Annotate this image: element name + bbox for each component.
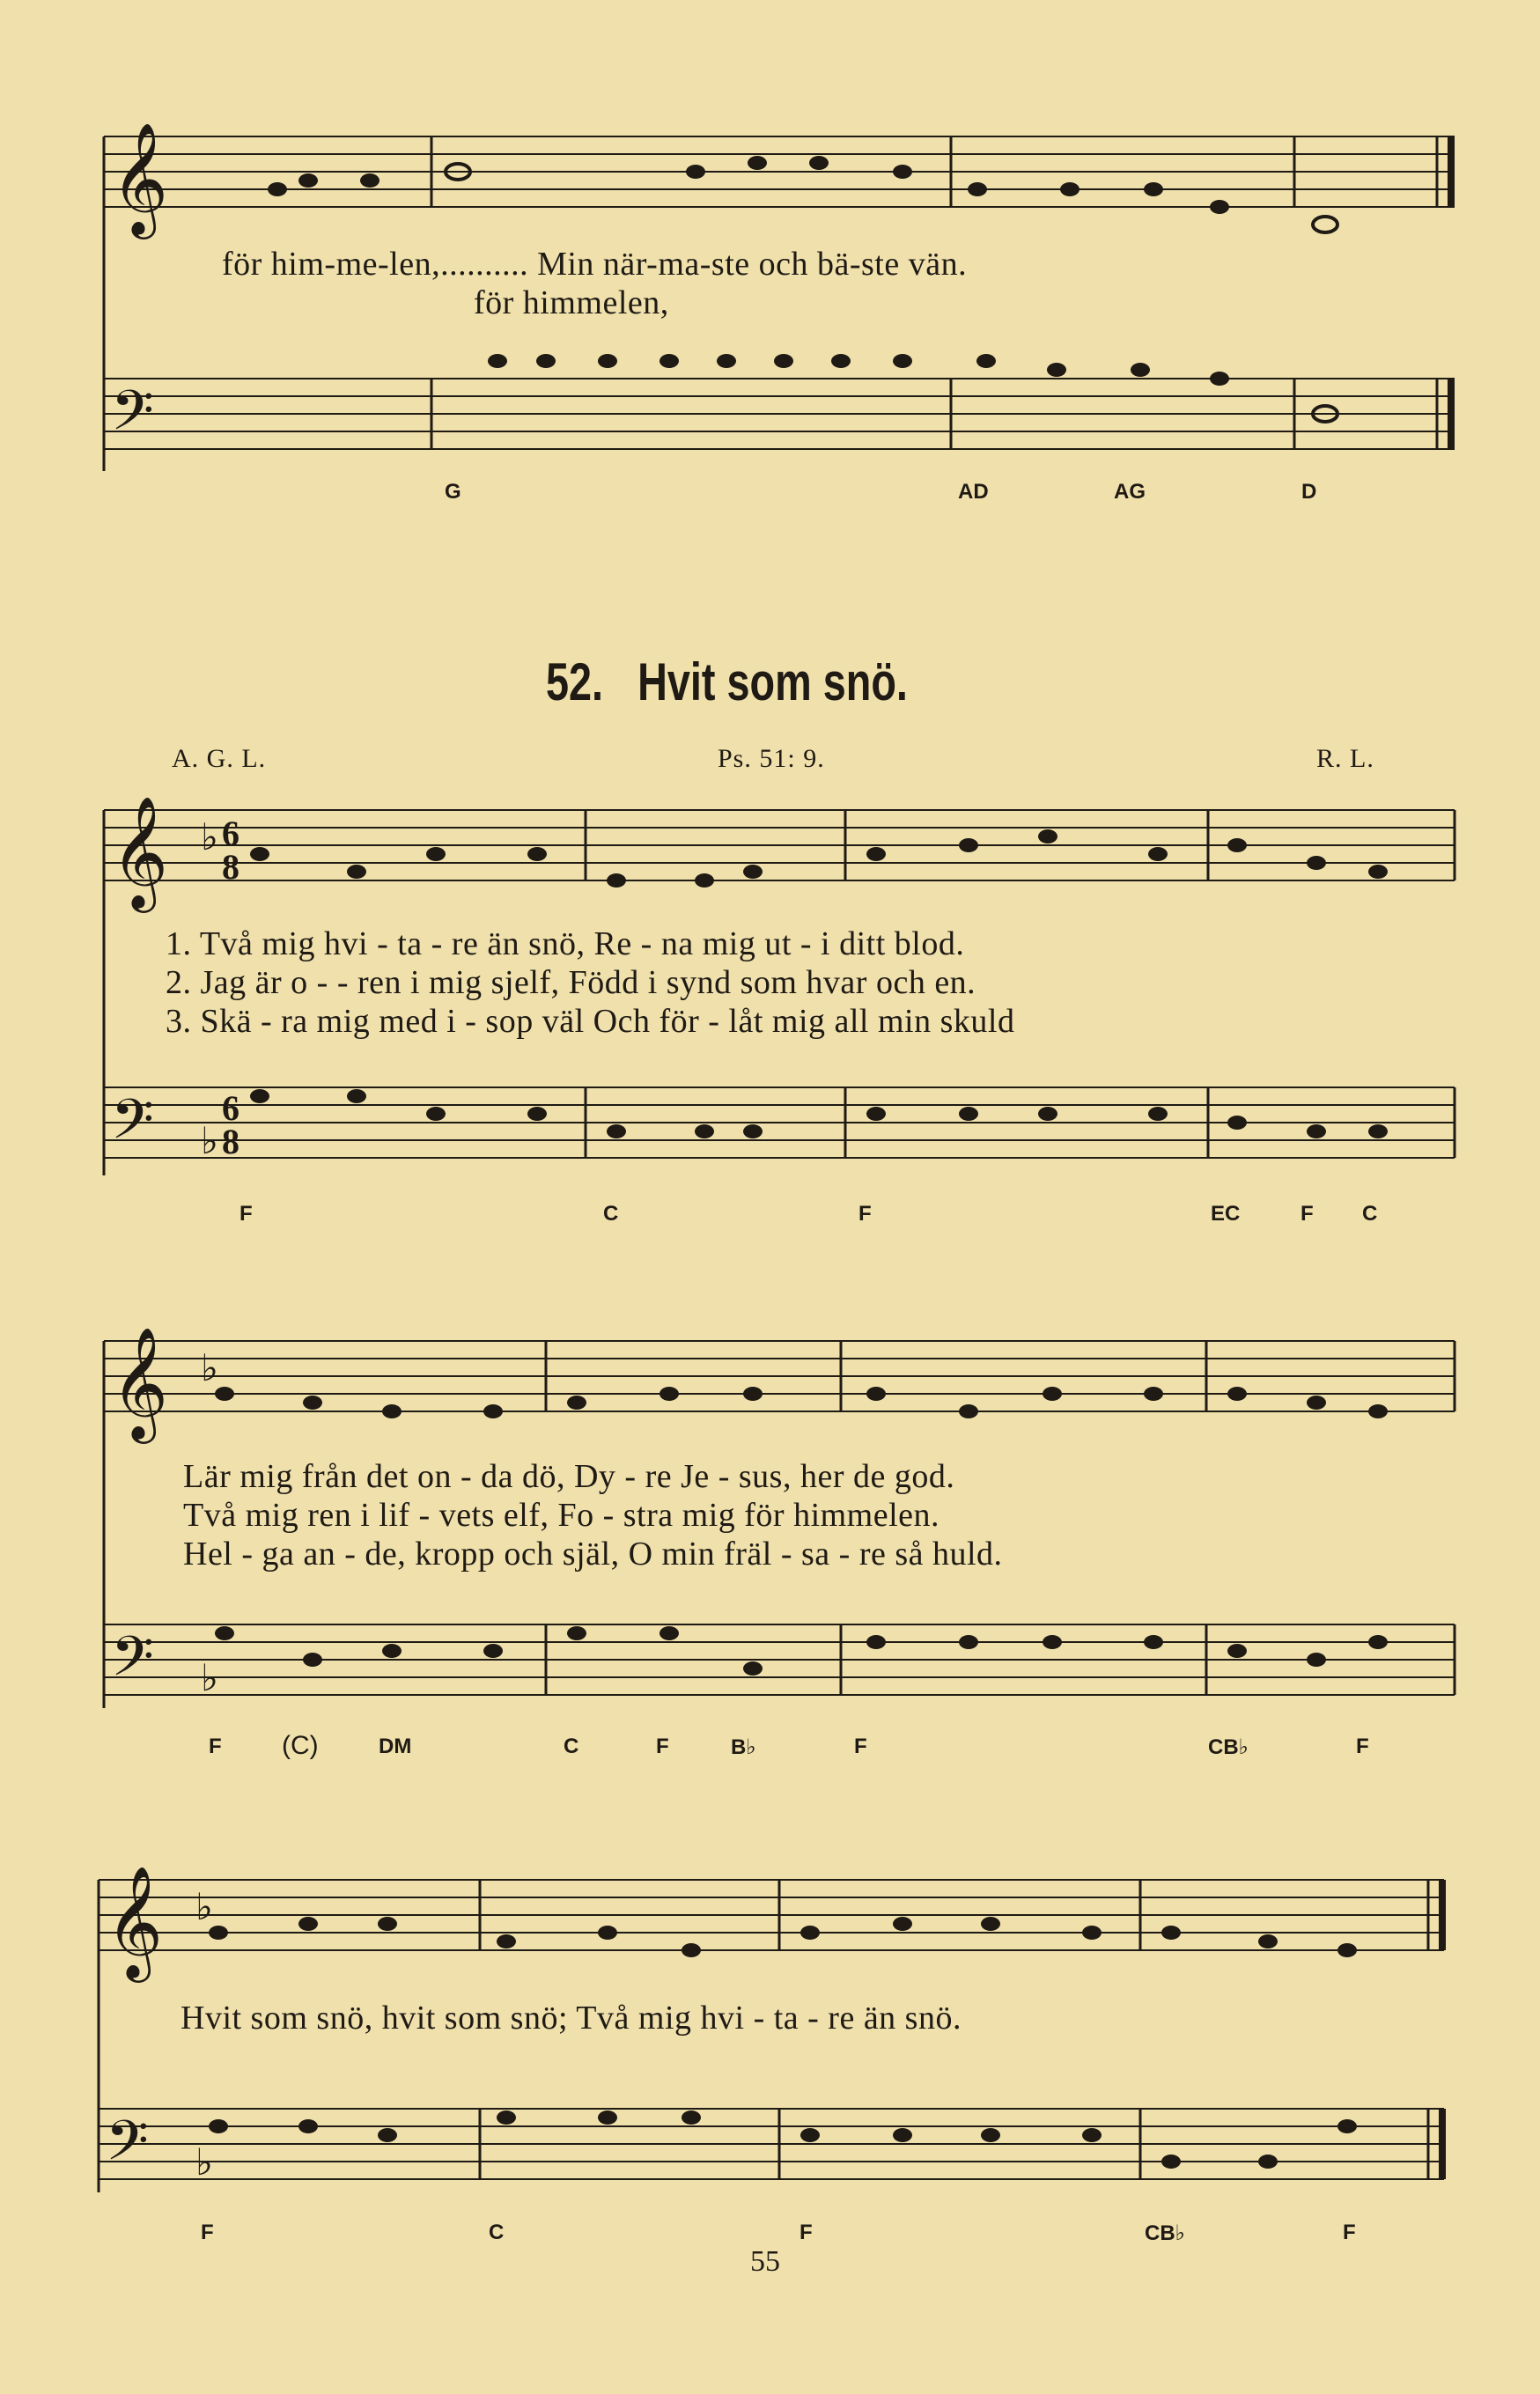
treble-clef-icon: 𝄞 <box>111 799 169 906</box>
system-2-chord: F <box>209 1735 222 1758</box>
system-1-verse-1: 1. Två mig hvi - ta - re än snö, Re - na mig ut - i ditt blod. <box>166 925 965 962</box>
time-signature-icon: 8 <box>222 847 239 887</box>
system-2-chord: C <box>564 1735 579 1758</box>
system-2-verse-2: Två mig ren i lif - vets elf, Fo - stra mig för himmelen. <box>183 1497 940 1534</box>
bass-clef-icon: 𝄢 <box>111 1627 154 1701</box>
system-3-chord: F <box>799 2221 813 2244</box>
time-signature-icon: 6 <box>222 814 239 853</box>
top-lyric-line2: för himmelen, <box>474 284 669 321</box>
flat-icon: ♭ <box>201 1349 218 1389</box>
top-lyric-line1: för him-me-len,.......... Min när-ma-ste och bä-ste vän. <box>222 246 968 283</box>
system-3-notes <box>209 1917 1357 2169</box>
system-2-verse-1: Lär mig från det on - da dö, Dy - re Je - sus, her de god. <box>183 1458 955 1495</box>
time-signature-icon: 8 <box>222 1122 239 1161</box>
system-3-verse-1: Hvit som snö, hvit som snö; Två mig hvi - ta - re än snö. <box>181 2000 962 2037</box>
system-1-chord: C <box>603 1202 619 1226</box>
system-1-verse-3: 3. Skä - ra mig med i - sop väl Och för - låt mig all min skuld <box>166 1003 1015 1040</box>
system-2-chord: F <box>854 1735 867 1758</box>
system-1-chord: EC <box>1211 1202 1241 1226</box>
flat-icon: ♭ <box>201 1659 218 1699</box>
system-3-chord: C <box>489 2221 505 2244</box>
page-number: 55 <box>750 2245 780 2278</box>
treble-clef-icon: 𝄞 <box>111 125 169 232</box>
system-1-chord: C <box>1362 1202 1378 1226</box>
system-3-treble-staff <box>99 1880 1444 1950</box>
system-2-chord: CB♭ <box>1208 1735 1249 1759</box>
hymn-title: Hvit som snö. <box>637 652 908 711</box>
system-2-chord: (C) <box>282 1731 319 1760</box>
system-2-verse-3: Hel - ga an - de, kropp och själ, O min fräl - sa - re så huld. <box>183 1536 1003 1573</box>
system-3-bass-staff <box>99 2109 1444 2179</box>
system-2-chord: DM <box>379 1735 412 1758</box>
hymn-number: 52. <box>546 652 604 711</box>
top-chord-2: AD <box>958 480 989 504</box>
system-2-chord: F <box>1356 1735 1369 1758</box>
system-2-chord: B♭ <box>731 1735 756 1759</box>
system-2-chord: F <box>656 1735 669 1758</box>
system-3-chord: CB♭ <box>1145 2221 1185 2245</box>
treble-clef-icon: 𝄞 <box>111 1330 169 1437</box>
treble-clef-icon: 𝄞 <box>106 1868 164 1976</box>
bass-clef-icon: 𝄢 <box>111 381 154 455</box>
time-signature-icon: 6 <box>222 1088 239 1128</box>
bass-clef-icon: 𝄢 <box>106 2111 149 2185</box>
system-1-chord: F <box>1301 1202 1314 1226</box>
credit-author: R. L. <box>1316 744 1374 773</box>
bass-clef-icon: 𝄢 <box>111 1090 154 1164</box>
flat-icon: ♭ <box>201 1122 218 1162</box>
top-chord-4: D <box>1301 480 1317 504</box>
credit-scripture: Ps. 51: 9. <box>718 744 825 773</box>
flat-icon: ♭ <box>201 818 218 858</box>
system-3-chord: F <box>201 2221 214 2244</box>
credit-composer: A. G. L. <box>172 744 267 773</box>
system-1-chord: F <box>858 1202 872 1226</box>
flat-icon: ♭ <box>195 2143 213 2184</box>
top-chord-1: G <box>445 480 461 504</box>
system-3-chord: F <box>1343 2221 1356 2244</box>
flat-icon: ♭ <box>195 1888 213 1928</box>
top-chord-3: AG <box>1114 480 1146 504</box>
system-1-verse-2: 2. Jag är o - - ren i mig sjelf, Född i synd som hvar och en. <box>166 964 976 1001</box>
system-1-chord: F <box>239 1202 253 1226</box>
